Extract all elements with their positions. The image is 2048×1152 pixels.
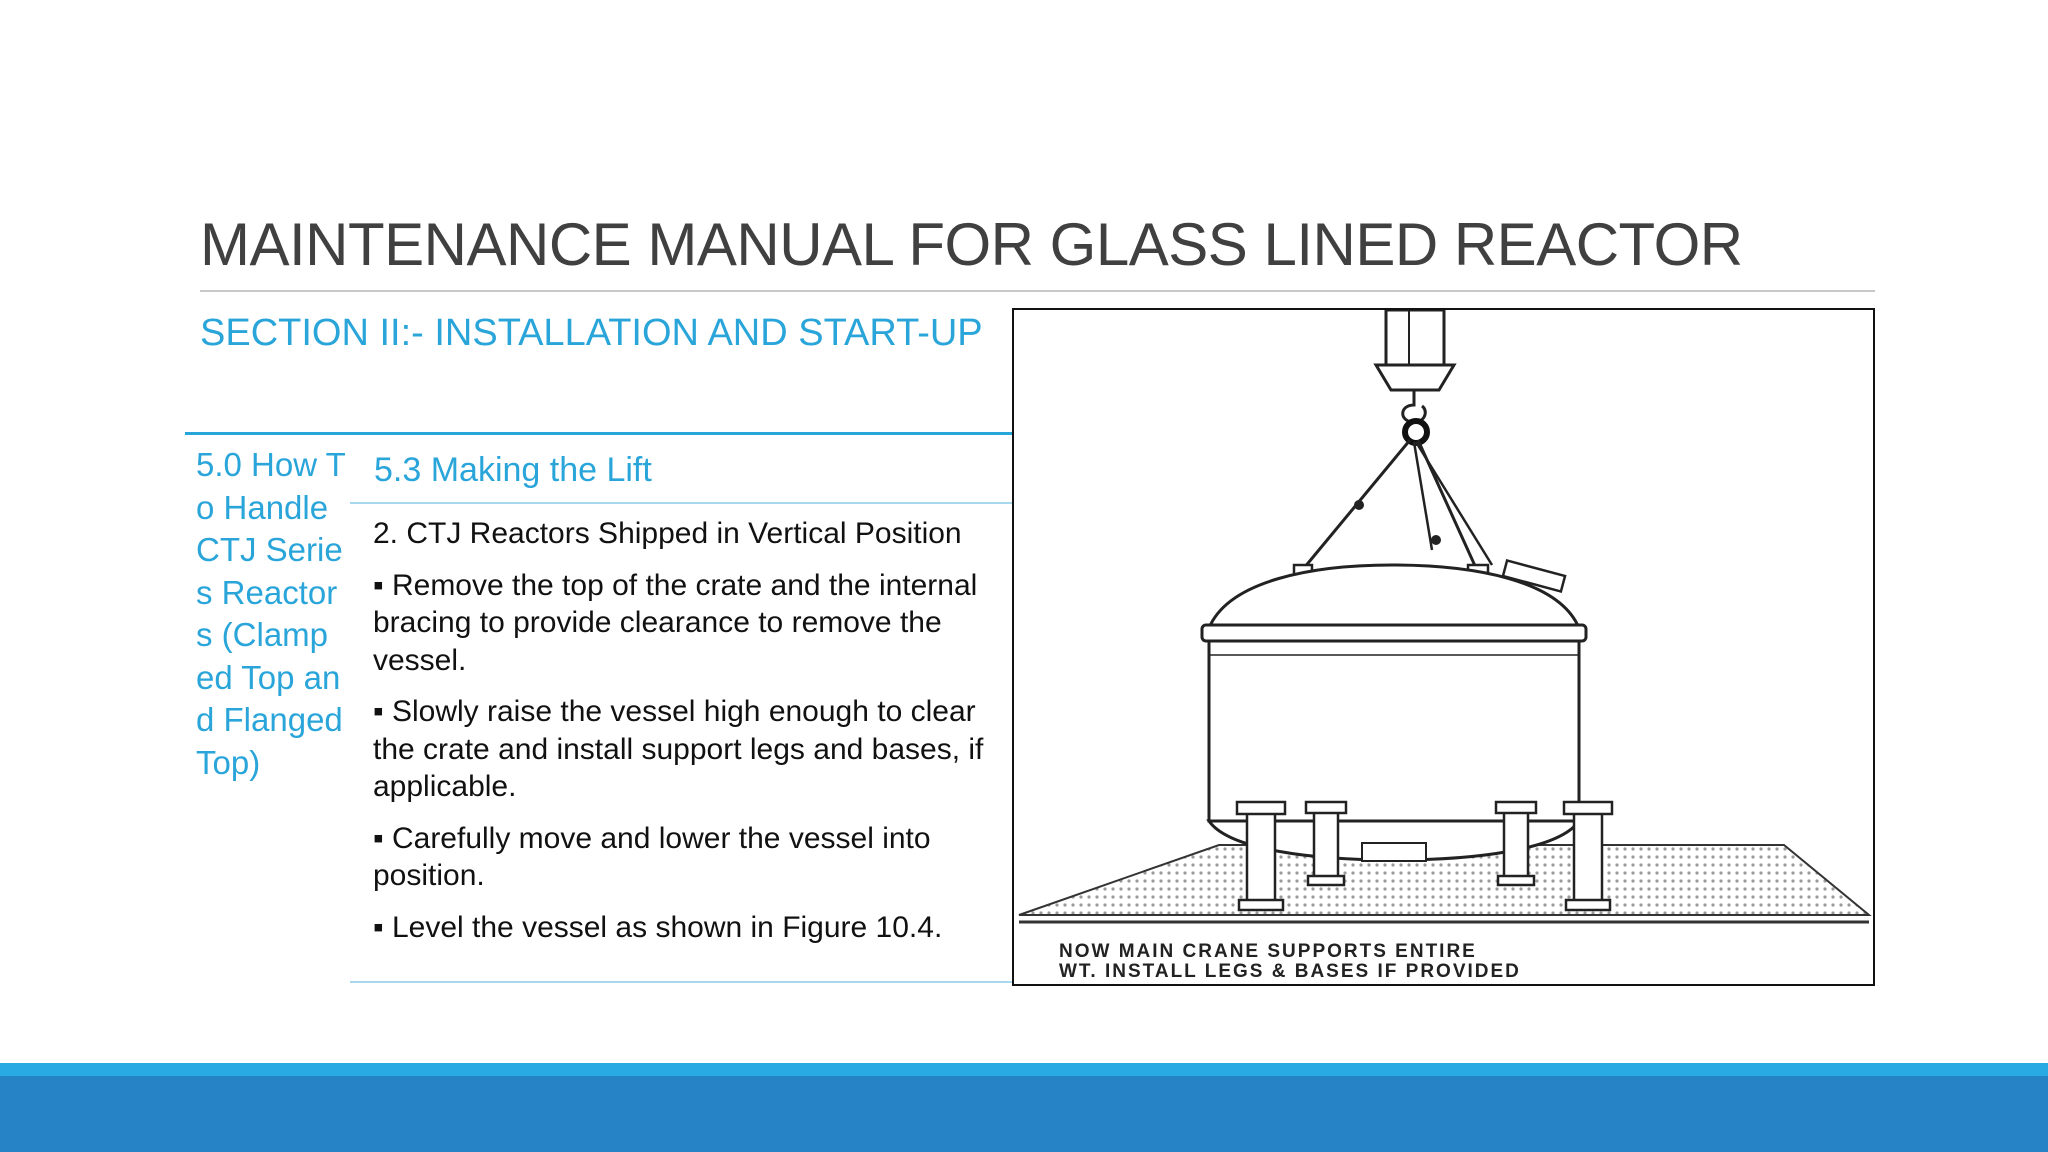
footer-band-accent — [0, 1063, 2048, 1076]
bullet-item: ▪ Level the vessel as shown in Figure 10.4. — [373, 910, 943, 944]
slide-title: MAINTENANCE MANUAL FOR GLASS LINED REACTOR — [200, 211, 1743, 278]
left-divider — [185, 432, 1015, 435]
side-topic: 5.0 How To Handle CTJ Series Reactors (Clamped Top and Flanged Top) — [196, 446, 346, 781]
footer-band — [0, 1076, 2048, 1152]
body-intro: 2. CTJ Reactors Shipped in Vertical Position — [373, 517, 962, 550]
section-heading: SECTION II:- INSTALLATION AND START-UP — [200, 312, 983, 354]
sub-heading-divider — [350, 502, 1015, 504]
body-bottom-divider — [350, 981, 1015, 983]
body-text — [373, 515, 1013, 960]
bullet-item: ▪ Carefully move and lower the vessel into position. — [373, 821, 931, 892]
reactor-illustration — [1014, 310, 1873, 984]
title-divider — [200, 290, 1875, 292]
sub-heading: 5.3 Making the Lift — [374, 451, 652, 489]
bullet-item: ▪ Slowly raise the vessel high enough to clear the crate and install support legs and bases, if applicable. — [373, 695, 984, 803]
figure-caption-line-2: WT. INSTALL LEGS & BASES IF PROVIDED — [1059, 961, 1521, 982]
figure-caption — [1059, 942, 1859, 982]
bullet-item: ▪ Remove the top of the crate and the internal bracing to provide clearance to remove the vessel. — [373, 568, 978, 677]
reactor-lift-figure — [1012, 308, 1875, 986]
figure-caption-line-1: NOW MAIN CRANE SUPPORTS ENTIRE — [1059, 941, 1477, 962]
